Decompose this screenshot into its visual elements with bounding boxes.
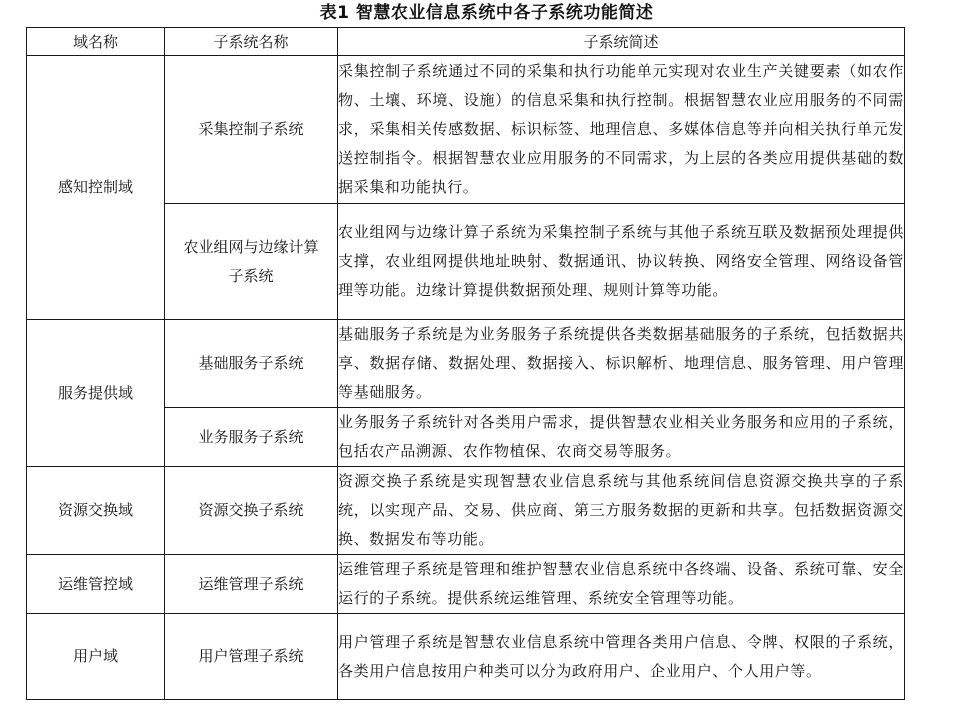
domain-cell: 资源交换域 — [27, 467, 165, 555]
table-row — [27, 56, 905, 204]
table-row — [27, 320, 905, 408]
subsystem-name: 基础服务子系统 — [198, 354, 304, 372]
domain-cell: 运维管控域 — [27, 555, 165, 614]
header-row — [27, 28, 905, 56]
subsystem-table — [26, 27, 905, 700]
subsystem-name: 农业组网与边缘计算子系统 — [183, 237, 319, 285]
table-row — [27, 467, 905, 555]
header-description: 子系统简述 — [338, 28, 905, 56]
subsystem-cell — [165, 204, 338, 320]
subsystem-name: 用户管理子系统 — [198, 647, 304, 665]
domain-cell: 用户域 — [27, 614, 165, 700]
subsystem-name: 业务服务子系统 — [198, 427, 304, 446]
subsystem-cell — [165, 467, 338, 555]
description-cell: 运维管理子系统是管理和维护智慧农业信息系统中各终端、设备、系统可靠、安全运行的子系统。提供系统运维管理、系统安全管理等功能。 — [338, 555, 905, 614]
subsystem-name: 资源交换子系统 — [198, 501, 304, 519]
subsystem-name: 运维管理子系统 — [198, 574, 304, 593]
subsystem-cell — [165, 320, 338, 408]
description-cell: 农业组网与边缘计算子系统为采集控制子系统与其他子系统互联及数据预处理提供支撑，农业组网提供地址映射、数据通讯、协议转换、网络安全管理、网络设备管理等功能。边缘计算提供数据预处理、规则计算等功能。 — [338, 204, 905, 320]
subsystem-name: 采集控制子系统 — [198, 120, 304, 138]
subsystem-cell — [165, 408, 338, 467]
description-cell: 基础服务子系统是为业务服务子系统提供各类数据基础服务的子系统，包括数据共享、数据存储、数据处理、数据接入、标识解析、地理信息、服务管理、用户管理等基础服务。 — [338, 320, 905, 408]
header-subsystem: 子系统名称 — [165, 28, 338, 56]
description-cell: 资源交换子系统是实现智慧农业信息系统与其他系统间信息资源交换共享的子系统，以实现产品、交易、供应商、第三方服务数据的更新和共享。包括数据资源交换、数据发布等功能。 — [338, 467, 905, 555]
subsystem-cell — [165, 56, 338, 204]
table-row — [27, 614, 905, 700]
subsystem-cell — [165, 555, 338, 614]
domain-cell: 感知控制域 — [27, 56, 165, 320]
header-domain: 域名称 — [27, 28, 165, 56]
subsystem-cell — [165, 614, 338, 700]
domain-cell: 服务提供域 — [27, 320, 165, 467]
table-row — [27, 555, 905, 614]
table-caption: 表1 智慧农业信息系统中各子系统功能简述 — [319, 3, 654, 23]
description-cell: 用户管理子系统是智慧农业信息系统中管理各类用户信息、令牌、权限的子系统，各类用户信息按用户种类可以分为政府用户、企业用户、个人用户等。 — [338, 614, 905, 700]
description-cell: 业务服务子系统针对各类用户需求，提供智慧农业相关业务服务和应用的子系统，包括农产品溯源、农作物植保、农商交易等服务。 — [338, 408, 905, 467]
description-cell: 采集控制子系统通过不同的采集和执行功能单元实现对农业生产关键要素（如农作物、土壤、环境、设施）的信息采集和执行控制。根据智慧农业应用服务的不同需求，采集相关传感数据、标识标签、地理信息、多媒体信息等并向相关执行单元发送控制指令。根据智慧农业应用服务的不同需求，为上层的各类应用提供基础的数据采集和功能执行。 — [338, 56, 905, 204]
